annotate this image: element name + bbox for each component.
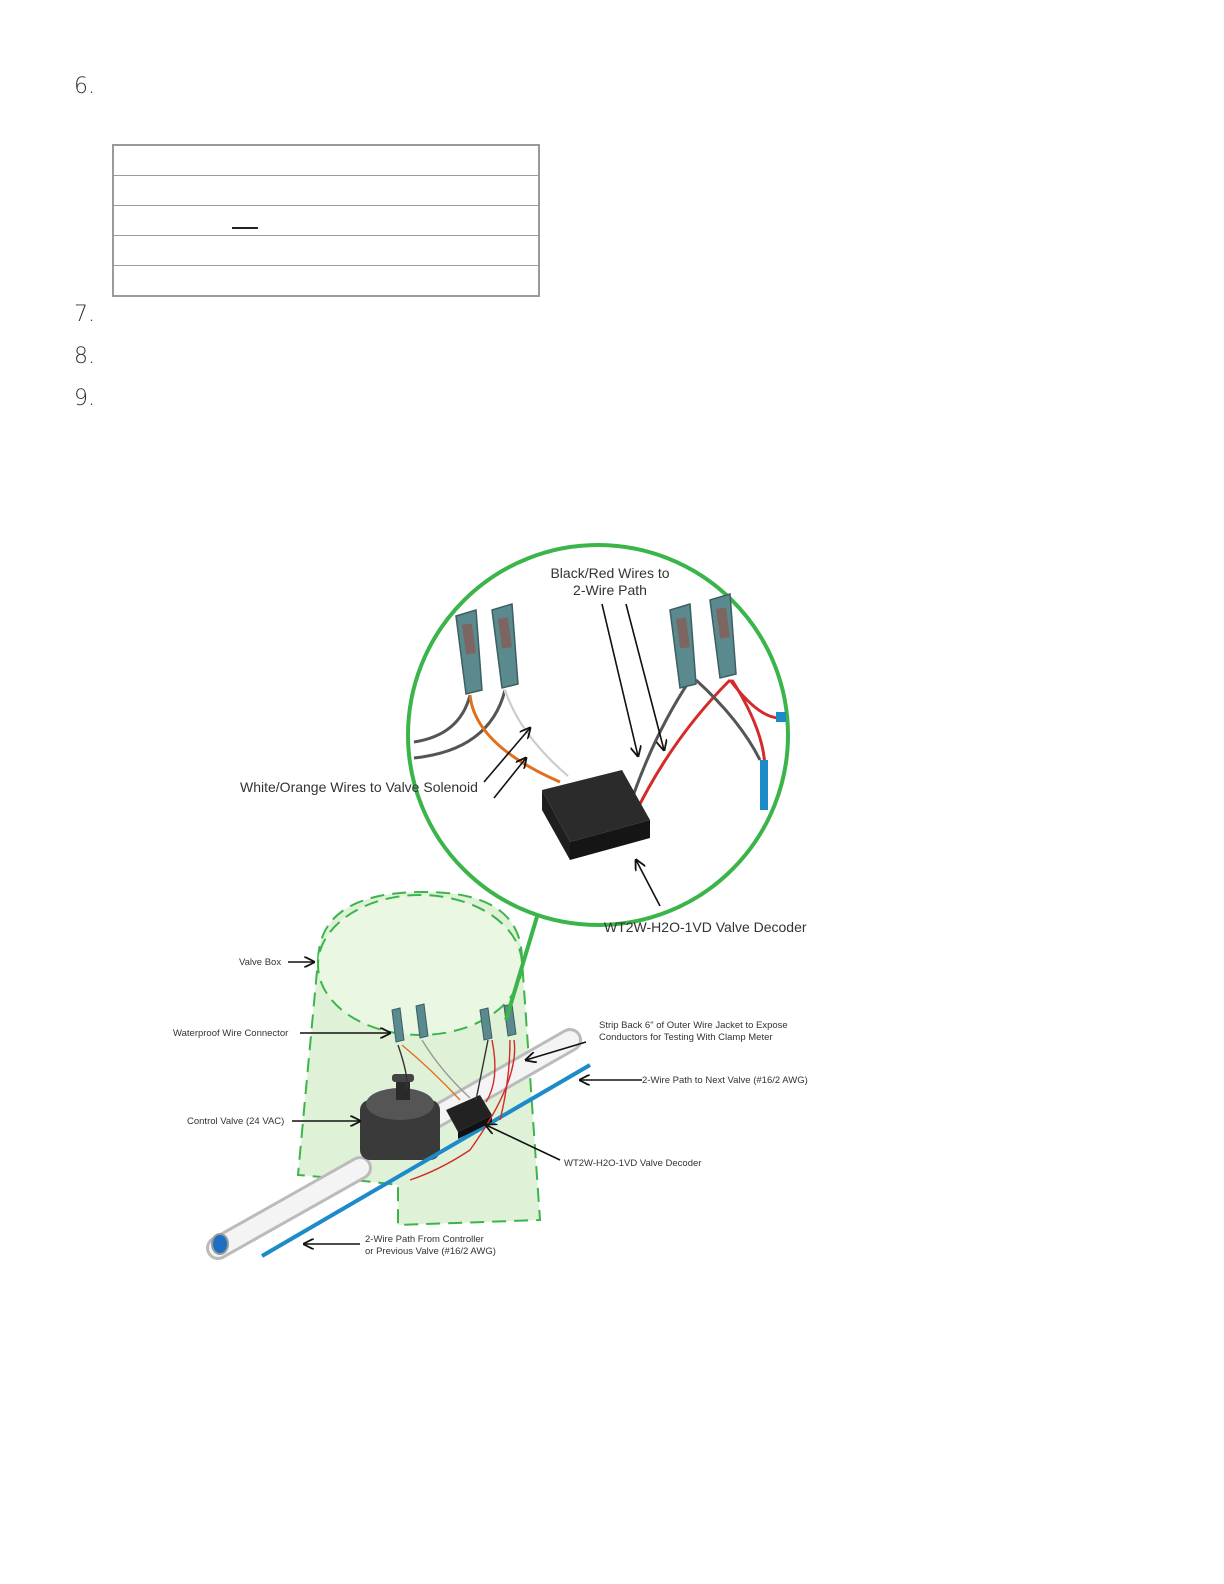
label-path-from-controller-line2: or Previous Valve (#16/2 AWG) bbox=[365, 1246, 496, 1257]
step-number-9: 9. bbox=[74, 386, 95, 411]
step-number-6: 6. bbox=[74, 74, 95, 99]
label-path-from-controller: 2-Wire Path From Controller bbox=[365, 1234, 484, 1245]
label-decoder-zoom: WT2W-H2O-1VD Valve Decoder bbox=[604, 919, 807, 935]
zoom-detail bbox=[408, 545, 788, 925]
table-row bbox=[113, 266, 539, 297]
spec-table bbox=[112, 144, 540, 297]
underline-mark bbox=[232, 227, 258, 229]
label-control-valve: Control Valve (24 VAC) bbox=[187, 1116, 285, 1127]
label-white-orange-wires: White/Orange Wires to Valve Solenoid bbox=[240, 779, 478, 795]
valve-decoder-wiring-diagram bbox=[170, 520, 870, 1260]
table-row bbox=[113, 176, 539, 206]
step-number-7: 7. bbox=[74, 302, 95, 327]
table-row bbox=[113, 206, 539, 236]
table-row bbox=[113, 236, 539, 266]
label-waterproof-connector: Waterproof Wire Connector bbox=[173, 1028, 289, 1039]
label-strip-back: Strip Back 6" of Outer Wire Jacket to Expose bbox=[599, 1020, 788, 1031]
step-number-8: 8. bbox=[74, 344, 95, 369]
label-black-red-wires-line2: 2-Wire Path bbox=[573, 582, 647, 598]
label-valve-box: Valve Box bbox=[239, 957, 282, 968]
label-strip-back-line2: Conductors for Testing With Clamp Meter bbox=[599, 1032, 773, 1043]
label-decoder-small: WT2W-H2O-1VD Valve Decoder bbox=[564, 1158, 702, 1169]
label-black-red-wires: Black/Red Wires to bbox=[550, 565, 670, 581]
label-path-next-valve: 2-Wire Path to Next Valve (#16/2 AWG) bbox=[642, 1075, 808, 1086]
table-row bbox=[113, 145, 539, 176]
